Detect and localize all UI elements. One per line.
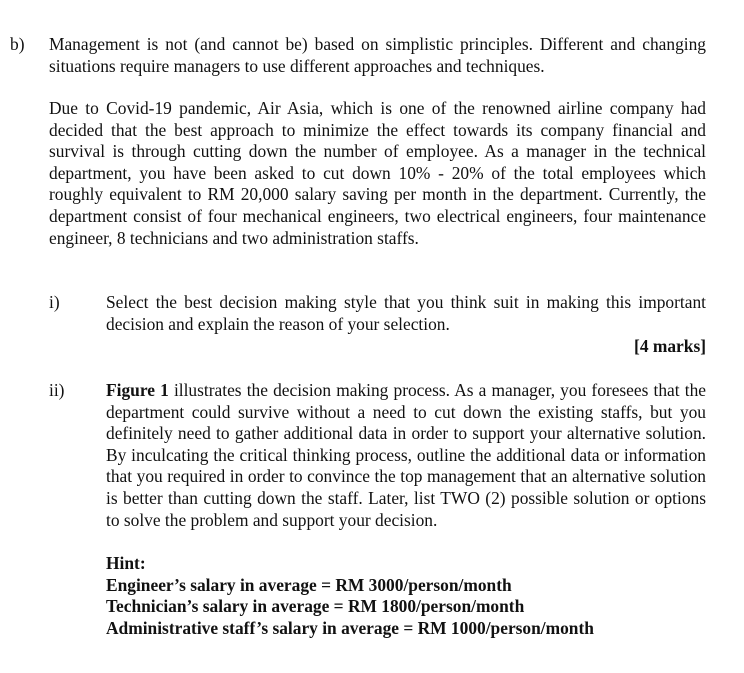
hint-technician-salary: Technician’s salary in average = RM 1800/person/month [106, 596, 525, 617]
case-study-paragraph: Due to Covid-19 pandemic, Air Asia, which is one of the renowned airline company had decided that the best approach to minimize the effect towards its company financial and survival is through cutting down the number of employee. As a manager in the technical department, you have been asked to cut down 10% - 20% of the total employees which roughly equivalent to RM 20,000 salary saving per month in the department. Currently, the department consist of four mechanical engineers, two electrical engineers, four maintenance engineer, 8 technicians and two administration staffs. [49, 98, 706, 248]
question-intro: Management is not (and cannot be) based on simplistic principles. Different and changing situations require managers to use different approaches and techniques. [49, 34, 706, 76]
sub-question-text-ii [106, 380, 706, 531]
sub-question-label-ii: ii) [49, 380, 65, 400]
hint-title: Hint: [106, 553, 146, 573]
sub-question-label-i: i) [49, 292, 60, 312]
sub-question-body-ii: illustrates the decision making process. As a manager, you foresees that the department could survive without a need to cut down the existing staffs, but you definitely need to gather additional data in order to support your alternative solution. By inculcating the critical thinking process, outline the additional data or information that you required in order to convince the top management that an alternative solution is better than cutting down the staff. Later, list TWO (2) possible solution or options to solve the problem and support your decision. [106, 380, 706, 530]
hint-engineer-salary: Engineer’s salary in average = RM 3000/person/month [106, 574, 512, 595]
sub-question-text-i: Select the best decision making style that you think suit in making this important decision and explain the reason of your selection. [106, 292, 706, 334]
question-label: b) [10, 34, 25, 54]
marks-label: [4 marks] [634, 336, 706, 356]
figure-reference: Figure 1 [106, 380, 169, 400]
hint-block [106, 553, 726, 639]
hint-admin-salary: Administrative staff’s salary in average = RM 1000/person/month [106, 617, 594, 638]
